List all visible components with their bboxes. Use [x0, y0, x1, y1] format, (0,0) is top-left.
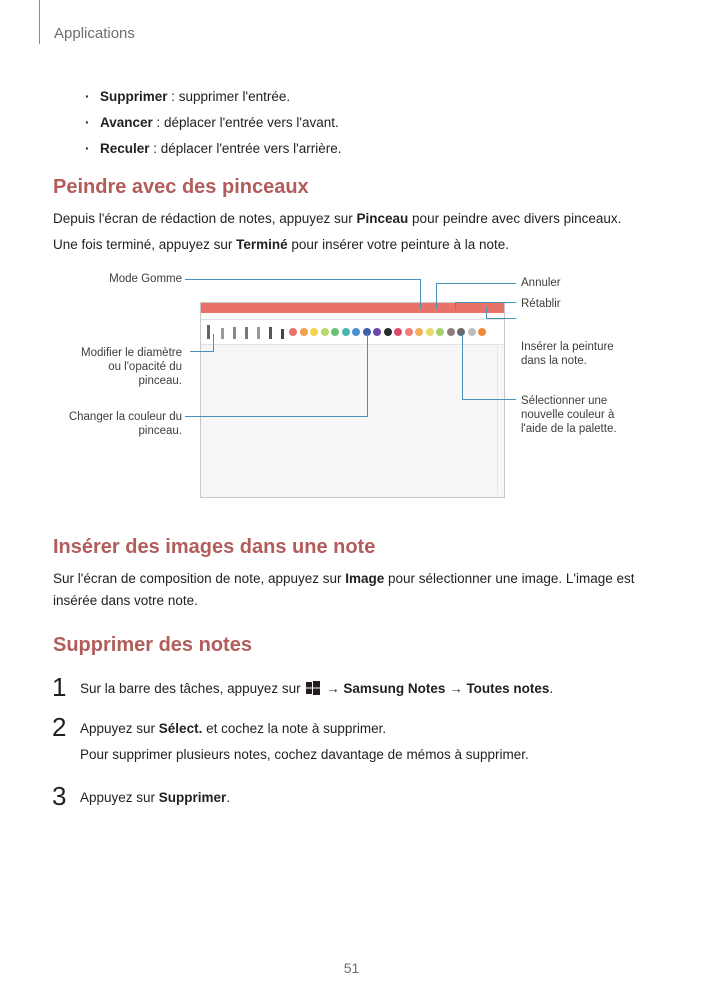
callout-line-text: nouvelle couleur à — [521, 409, 615, 421]
callout-line-text: Sélectionner une — [521, 395, 608, 407]
callout-retablir: Rétablir — [521, 298, 561, 310]
bullet-term: Supprimer — [100, 89, 168, 104]
step-text — [80, 717, 386, 741]
color-swatch — [426, 328, 434, 336]
color-swatch — [468, 328, 476, 336]
bullet-desc: : déplacer l'entrée vers l'avant. — [152, 115, 339, 130]
callout-line — [367, 334, 368, 417]
step-number: 3 — [52, 781, 67, 811]
callout-line-text: l'aide de la palette. — [521, 423, 617, 435]
text-bold: Supprimer — [158, 790, 227, 805]
text-bold: Samsung Notes — [343, 681, 446, 696]
text: Depuis l'écran de rédaction de notes, appuyez sur — [53, 211, 357, 226]
text-bold: Pinceau — [356, 211, 409, 226]
step-text — [80, 677, 553, 701]
paint-screen-illustration — [200, 302, 505, 498]
paragraph — [53, 233, 509, 257]
color-swatch — [310, 328, 318, 336]
page-header: Applications — [54, 25, 135, 42]
text: pour insérer votre peinture à la note. — [287, 237, 509, 252]
callout-inserer — [521, 340, 614, 368]
color-swatch — [405, 328, 413, 336]
color-swatch — [352, 328, 360, 336]
callout-line-text: pinceau. — [138, 425, 182, 437]
text: . — [549, 681, 554, 696]
text-bold: Image — [345, 571, 385, 586]
text: Sur la barre des tâches, appuyez sur — [80, 681, 305, 696]
callout-line — [455, 302, 516, 303]
brush-icon — [207, 325, 210, 339]
callout-mode-gomme: Mode Gomme — [109, 273, 182, 285]
callout-line — [486, 318, 516, 319]
callout-line — [213, 334, 214, 352]
section-title-peindre: Peindre avec des pinceaux — [53, 176, 309, 198]
brush-icon — [245, 327, 248, 339]
text: Appuyez sur — [80, 721, 159, 736]
bullet-item — [85, 84, 342, 110]
callout-line-text: Modifier le diamètre — [81, 347, 182, 359]
color-swatch — [331, 328, 339, 336]
color-swatch — [342, 328, 350, 336]
color-swatch — [478, 328, 486, 336]
color-swatch — [373, 328, 381, 336]
color-swatch — [384, 328, 392, 336]
color-swatch — [300, 328, 308, 336]
text: → — [445, 681, 467, 696]
callout-line — [486, 307, 487, 318]
step-subtext: Pour supprimer plusieurs notes, cochez davantage de mémos à supprimer. — [80, 747, 529, 762]
brush-icon — [281, 329, 284, 339]
bullet-term: Reculer — [100, 141, 150, 156]
callout-line-text: ou l'opacité du — [108, 361, 182, 373]
section-title-supprimer: Supprimer des notes — [53, 634, 252, 656]
callout-line — [185, 279, 420, 280]
callout-selectionner — [521, 394, 617, 436]
text: et cochez la note à supprimer. — [202, 721, 387, 736]
callout-changer — [55, 410, 182, 438]
brush-icon — [269, 327, 272, 339]
bullet-desc: : déplacer l'entrée vers l'arrière. — [149, 141, 342, 156]
callout-line — [462, 399, 516, 400]
brush-icon — [233, 327, 236, 339]
color-swatch — [457, 328, 465, 336]
callout-annuler: Annuler — [521, 277, 561, 289]
paragraph — [53, 207, 621, 231]
color-swatch — [289, 328, 297, 336]
windows-start-icon — [306, 681, 320, 695]
callout-line-text: dans la note. — [521, 355, 587, 367]
brush-icon — [221, 328, 224, 339]
color-swatch — [394, 328, 402, 336]
text-bold: Sélect. — [158, 721, 203, 736]
page-number: 51 — [343, 960, 360, 976]
callout-line-text: Insérer la peinture — [521, 341, 614, 353]
callout-line — [420, 279, 421, 309]
bullet-item — [85, 136, 342, 162]
bullet-list — [85, 84, 342, 162]
text: Appuyez sur — [80, 790, 159, 805]
text: pour sélectionner une image. L'image est — [384, 571, 635, 586]
color-swatch — [447, 328, 455, 336]
section-title-inserer: Insérer des images dans une note — [53, 536, 376, 558]
text-bold: Terminé — [236, 237, 288, 252]
text: Une fois terminé, appuyez sur — [53, 237, 237, 252]
step-number: 1 — [52, 672, 67, 702]
paragraph — [53, 567, 635, 591]
text: . — [226, 790, 231, 805]
text: → — [322, 681, 344, 696]
callout-line — [190, 351, 213, 352]
callout-line — [462, 334, 463, 400]
callout-line — [185, 416, 367, 417]
screen-toolbar — [201, 313, 504, 320]
bullet-desc: : supprimer l'entrée. — [167, 89, 291, 104]
color-swatch — [321, 328, 329, 336]
step-text — [80, 786, 230, 810]
step-number: 2 — [52, 712, 67, 742]
screen-title-bar — [201, 303, 504, 313]
header-rule — [39, 0, 40, 44]
text: Sur l'écran de composition de note, appuyez sur — [53, 571, 346, 586]
bullet-item — [85, 110, 342, 136]
paragraph: insérée dans votre note. — [53, 593, 198, 608]
color-swatch — [415, 328, 423, 336]
callout-modifier — [55, 346, 182, 388]
text-bold: Toutes notes — [466, 681, 550, 696]
text: pour peindre avec divers pinceaux. — [408, 211, 622, 226]
brush-and-palette-bar — [201, 320, 504, 345]
bullet-term: Avancer — [100, 115, 153, 130]
brush-icon — [257, 327, 260, 339]
page-margin-line — [497, 345, 498, 495]
color-swatch — [436, 328, 444, 336]
callout-line — [436, 283, 437, 309]
callout-line — [455, 302, 456, 310]
callout-line-text: Changer la couleur du — [68, 411, 182, 423]
callout-line-text: pinceau. — [138, 375, 182, 387]
callout-line — [436, 283, 516, 284]
